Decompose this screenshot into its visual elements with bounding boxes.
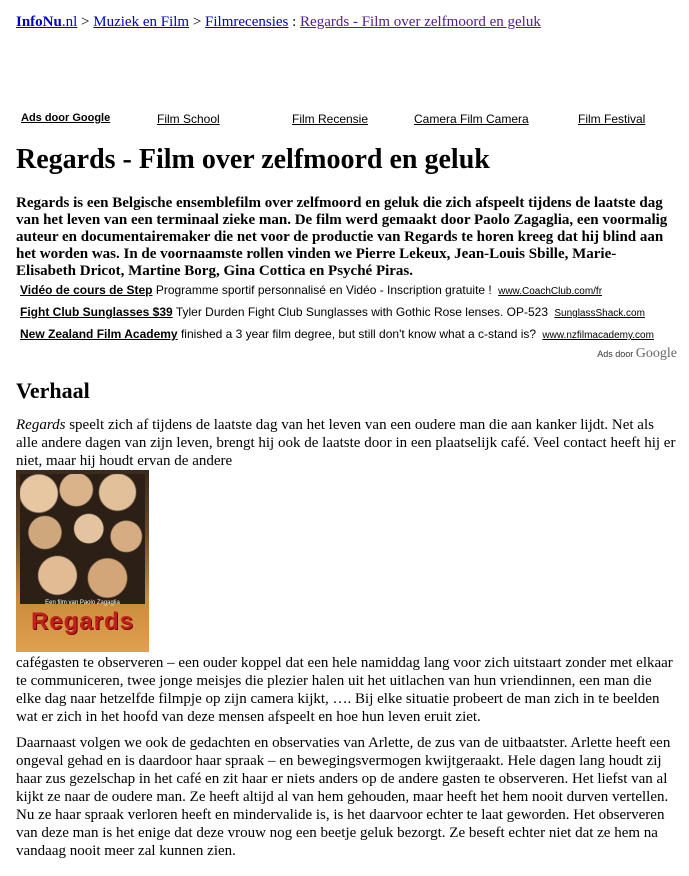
ad-item [20, 283, 680, 305]
ad-link-film-recensie[interactable]: Film Recensie [292, 112, 369, 126]
ad-text: Tyler Durden Fight Club Sunglasses with Gothic Rose lenses. OP-523 [172, 305, 552, 319]
poster-subtitle: Een film van Paolo Zagaglia [45, 600, 120, 606]
ad-headline-step[interactable]: Vidéo de cours de Step [20, 283, 153, 297]
page-title: Regards - Film over zelfmoord en geluk [16, 144, 490, 175]
story-paragraph-2: Daarnaast volgen we ook de gedachten en observaties van Arlette, de zus van de uitbaatster. Arlette heeft een ongeval gehad en is daardoor haar spraak – en bewegingsvermogen kwijtgeraakt. Hele dagen lang houdt zij haar zus gezelschap in het café en zit haar er niets anders op de andere gasten te observeren. Het liefst van al kijkt ze naar de oudere man. Ze heeft altijd al van hem gehouden, maar heeft het hem nooit durven vertellen. Nu ze haar spraak verloren heeft en mindervalide is, is het daarvoor echter te laat geworden. Het observeren van deze man is het enige dat deze vrouw nog een beetje geluk bezorgt. Ze beseft echter niet dat ze hem na vandaag nooit meer zal kunnen zien. [16, 735, 671, 859]
ad-link-camera-film-camera[interactable]: Camera Film Camera [414, 112, 529, 126]
ad-headline-sunglasses[interactable]: Fight Club Sunglasses $39 [20, 305, 173, 319]
ad-item [20, 305, 680, 327]
poster-title: Regards [30, 608, 135, 635]
story-paragraph-1-continued: cafégasten te observeren – een ouder koppel dat een hele namiddag lang voor zich uitstaart zonder met elkaar te communiceren, twee jonge meisjes die plezier halen uit het uitlachen van hun vriendinnen, een man die elke dag naar hetzelfde filmpje op zijn camera kijkt, …. Bij elke situatie probeert de man zich in te beelden wat er zich in het hoofd van deze mensen afspeelt en hoe hun leven eruit ziet. [16, 655, 673, 725]
breadcrumb-separator: > [77, 14, 94, 30]
film-title-emphasis: Regards [16, 417, 66, 433]
breadcrumb [16, 14, 541, 31]
breadcrumb-separator: : [288, 14, 301, 30]
google-logo: Google [635, 346, 677, 361]
article-intro: Regards is een Belgische ensemblefilm over zelfmoord en geluk die zich afspeelt tijdens de laatste dag van het leven van een terminaal zieke man. De film werd gemaakt door Paolo Zagaglia, een voormalig auteur en documentairemaker die net voor de productie van Regards te horen kreeg dat hij blind aan het worden was. In de voornaamste rollen vinden we Pierre Lekeux, Jean-Louis Sbille, Marie-Elisabeth Dricot, Martine Borg, Gina Cottica en Psyché Piras. [16, 195, 668, 279]
breadcrumb-muziek-en-film[interactable]: Muziek en Film [93, 14, 190, 30]
ad-link-film-school[interactable]: Film School [157, 112, 220, 126]
ads-by-google-badge[interactable] [597, 346, 677, 362]
brand-suffix: .nl [61, 14, 78, 30]
ad-link-bar [0, 112, 689, 128]
ads-by-google-label[interactable]: Ads door Google [21, 112, 111, 124]
breadcrumb-filmrecensies[interactable]: Filmrecensies [205, 14, 289, 30]
breadcrumb-separator: > [189, 14, 206, 30]
ads-by-label: Ads door [597, 349, 636, 359]
breadcrumb-home-link[interactable] [16, 14, 77, 30]
ad-url-coachclub[interactable]: www.CoachClub.com/fr [498, 286, 603, 297]
ad-link-film-festival[interactable]: Film Festival [578, 112, 646, 126]
breadcrumb-current-page[interactable]: Regards - Film over zelfmoord en geluk [300, 14, 541, 30]
ad-text: Programme sportif personnalisé en Vidéo - Inscription gratuite ! [152, 283, 496, 297]
film-poster-image [16, 470, 149, 652]
ad-text: finished a 3 year film degree, but still don't know what a c-stand is? [177, 327, 540, 341]
story-paragraph-1-text: speelt zich af tijdens de laatste dag van het leven van een oudere man die aan kanker lijdt. Net als alle andere dagen van zijn leven, brengt hij ook de laatste door in een plaatselijk café. Veel contact heeft hij er niet, maar hij houdt ervan de andere [16, 417, 676, 469]
poster-faces-collage [20, 474, 145, 604]
ad-item [20, 327, 680, 349]
story-paragraph-1 [16, 416, 676, 470]
ad-headline-nz-film-academy[interactable]: New Zealand Film Academy [20, 327, 178, 341]
ad-units [20, 283, 680, 349]
section-title-verhaal: Verhaal [16, 378, 90, 403]
ad-url-nzfilmacademy[interactable]: www.nzfilmacademy.com [542, 330, 654, 341]
brand-name: InfoNu [16, 14, 62, 30]
ad-url-sunglassshack[interactable]: SunglassShack.com [554, 308, 645, 319]
